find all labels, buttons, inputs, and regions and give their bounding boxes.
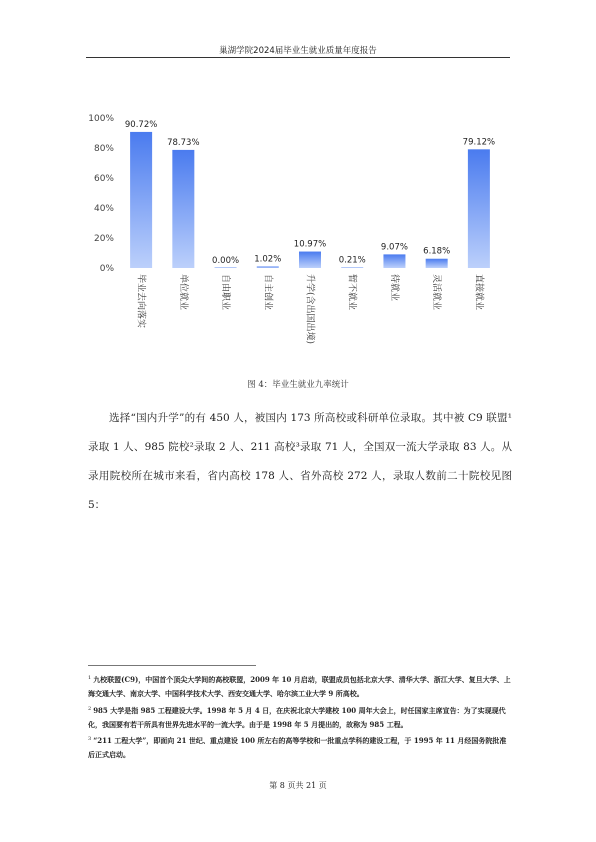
footnote-1: $^1$ 九校联盟(C9)，中国首个顶尖大学间的高校联盟，2009 年 10 月启动，联盟成员包括北京大学、清华大学、浙江大学、复旦大学、上海交通大学、南京大学、中国科学技术大学、西安交通大学、哈尔滨工业大学 9 所高校。 bbox=[88, 675, 511, 699]
x-category-label: 待就业 bbox=[388, 274, 399, 302]
y-axis bbox=[88, 114, 114, 274]
bar bbox=[426, 259, 448, 268]
bar bbox=[257, 266, 279, 268]
bar-value-label: 6.18% bbox=[423, 246, 451, 257]
y-tick-label: 80% bbox=[93, 144, 114, 154]
y-tick-label: 40% bbox=[93, 204, 114, 214]
paragraph: 选择“国内升学”的有 450 人，被国内 173 所高校或科研单位录取。其中被 C9 联盟¹录取 1 人、985 院校²录取 2 人、211 高校³录取 71 人，全国双一流大学录取 83 人。从录用院校所在城市来看，省内高校 178 人、省外高校 272 人，录取人数前二十院校见图 5： bbox=[88, 412, 512, 511]
bar-value-label: 78.73% bbox=[167, 137, 200, 148]
x-category-label: 直接就业 bbox=[473, 274, 484, 311]
bar bbox=[130, 132, 152, 268]
footnote-rule bbox=[88, 665, 256, 666]
bar-value-label: 10.97% bbox=[293, 239, 327, 250]
x-category-label: 升学(含出国出境) bbox=[304, 274, 315, 345]
footnotes bbox=[88, 671, 512, 763]
y-tick-label: 60% bbox=[93, 174, 114, 184]
bar bbox=[215, 267, 237, 268]
bar bbox=[341, 267, 363, 268]
bar bbox=[299, 252, 321, 268]
x-axis-labels bbox=[136, 274, 486, 344]
page-number: 第 8 页共 21 页 bbox=[269, 781, 327, 790]
x-category-label: 暂不就业 bbox=[346, 274, 357, 311]
bar bbox=[383, 254, 405, 268]
bar-value-label: 0.21% bbox=[338, 255, 366, 266]
y-tick-label: 0% bbox=[99, 264, 114, 274]
figure-caption: 图 4：毕业生就业九率统计 bbox=[247, 380, 349, 390]
footnote-3: $^3$ “211 工程大学”，即面向 21 世纪、重点建设 100 所左右的高等学校和一批重点学科的建设工程，于 1995 年 11 月经国务院批准后正式启动。 bbox=[88, 736, 507, 760]
x-category-label: 自由职业 bbox=[220, 274, 231, 311]
y-tick-label: 20% bbox=[93, 234, 114, 244]
y-tick-label: 100% bbox=[88, 114, 114, 124]
bar bbox=[468, 149, 490, 268]
bar-value-label: 79.12% bbox=[462, 137, 496, 148]
bar-value-label: 1.02% bbox=[254, 254, 282, 265]
x-category-label: 自主创业 bbox=[262, 274, 273, 311]
footnote-2: $^2$ 985 大学是指 985 工程建设大学。1998 年 5 月 4 日，在庆祝北京大学建校 100 周年大会上，时任国家主席宣告：为了实现现代化，我国要有若干所具有世界先进水平的一流大学。由于是 1998 年 5 月提出的，故称为 985 工程。 bbox=[88, 705, 506, 729]
page-header: 巢湖学院2024届毕业生就业质量年度报告 bbox=[219, 46, 377, 56]
x-category-label: 毕业去向落实 bbox=[135, 274, 146, 329]
bar-value-label: 90.72% bbox=[124, 119, 158, 130]
employment-rate-bar-chart bbox=[0, 0, 596, 380]
bar bbox=[172, 150, 194, 268]
body-text bbox=[88, 404, 512, 520]
bar-value-label: 0.00% bbox=[212, 256, 240, 266]
x-category-label: 单位就业 bbox=[177, 274, 188, 311]
x-category-label: 灵活就业 bbox=[431, 274, 442, 311]
bar-value-label: 9.07% bbox=[380, 242, 408, 253]
